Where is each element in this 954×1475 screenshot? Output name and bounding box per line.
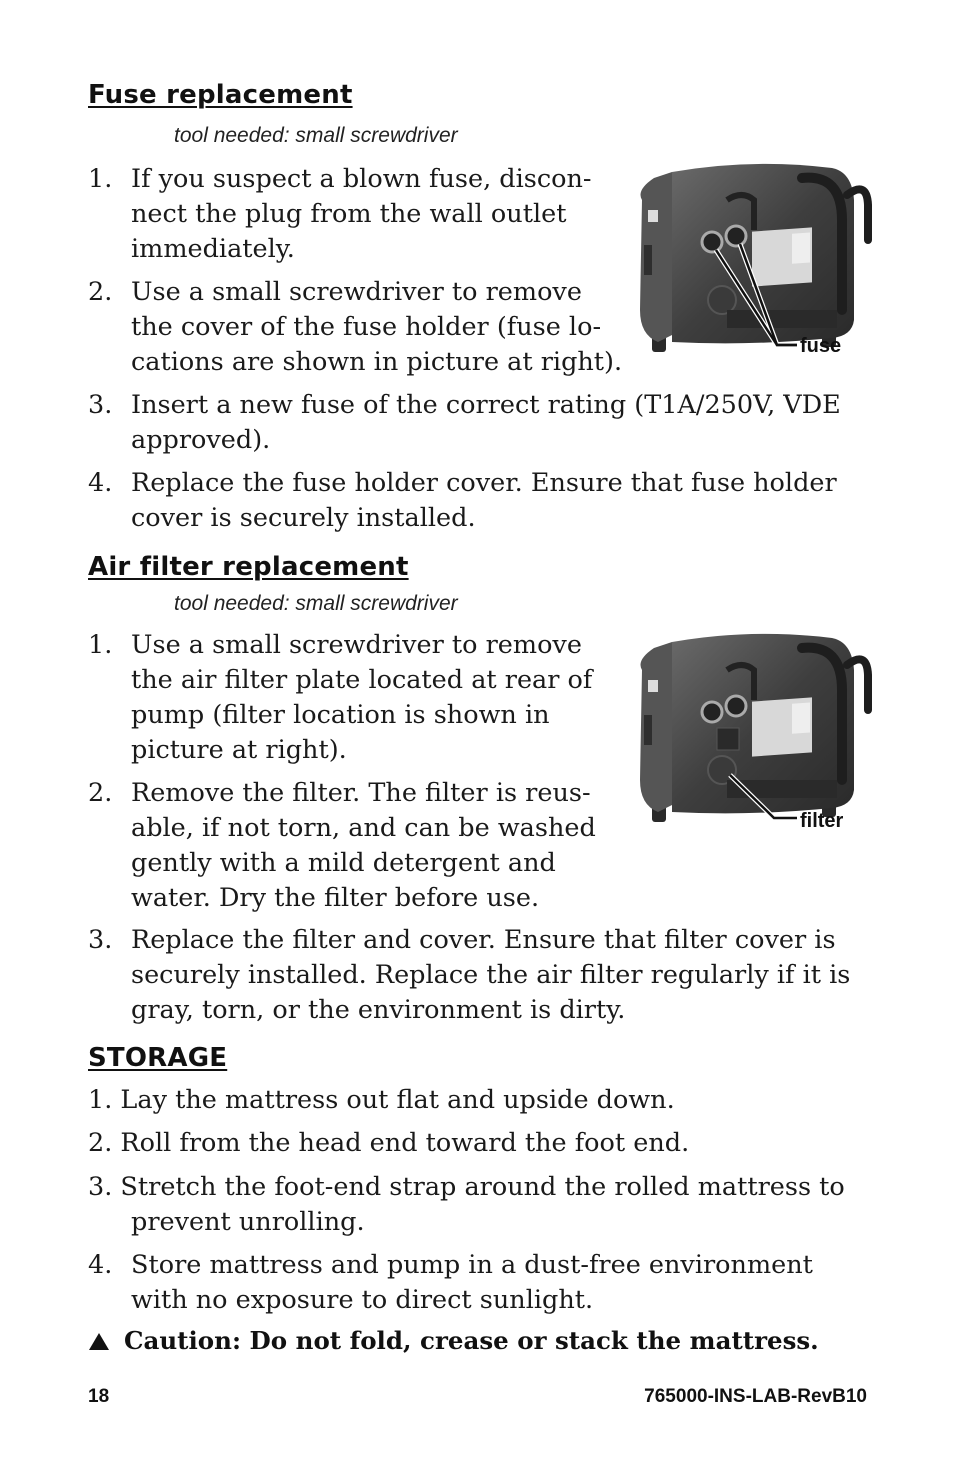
fuse-step-2 xyxy=(88,275,648,380)
step-text: prevent unrolling. xyxy=(131,1207,365,1237)
fuse-tool-note: tool needed: small screwdriver xyxy=(174,124,458,147)
step-text: immediately. xyxy=(131,234,295,264)
caution-text: Caution: Do not fold, crease or stack the mattress. xyxy=(124,1326,819,1355)
air-filter-heading: Air filter replacement xyxy=(88,552,409,582)
fuse-replacement-heading: Fuse replacement xyxy=(88,80,353,110)
step-text: Replace the filter and cover. Ensure that filter cover is xyxy=(131,925,836,955)
step-text: 3. Stretch the foot-end strap around the rolled mattress to xyxy=(88,1172,845,1202)
storage-step-1 xyxy=(88,1083,675,1118)
caution-notice xyxy=(88,1326,819,1355)
step-number: 3. xyxy=(88,925,113,955)
filter-step-1 xyxy=(88,628,648,768)
fuse-step-3 xyxy=(88,388,888,458)
step-number: 2. xyxy=(88,277,113,307)
fuse-step-1 xyxy=(88,162,648,267)
filter-tool-note: tool needed: small screwdriver xyxy=(174,592,458,615)
step-number: 3. xyxy=(88,390,113,420)
storage-step-3 xyxy=(88,1170,888,1240)
step-text: securely installed. Replace the air filter regularly if it is xyxy=(131,960,851,990)
step-text: pump (filter location is shown in xyxy=(131,700,550,730)
step-number: 2. xyxy=(88,778,113,808)
step-text: If you suspect a blown fuse, discon- xyxy=(131,164,592,194)
storage-step-2 xyxy=(88,1126,689,1161)
storage-step-4 xyxy=(88,1248,888,1318)
step-text: Use a small screwdriver to remove xyxy=(131,277,582,307)
step-text: Insert a new fuse of the correct rating (T1A/250V, VDE xyxy=(131,390,841,420)
step-text: Remove the filter. The filter is reus- xyxy=(131,778,591,808)
step-text: 1. Lay the mattress out flat and upside down. xyxy=(88,1085,675,1115)
step-text: 2. Roll from the head end toward the foot end. xyxy=(88,1128,690,1158)
step-text: the air filter plate located at rear of xyxy=(131,665,593,695)
step-text: approved). xyxy=(131,425,271,455)
filter-callout-label: filter xyxy=(800,810,844,832)
step-text: gently with a mild detergent and xyxy=(131,848,556,878)
pump-illustration xyxy=(632,630,872,830)
warning-triangle-icon xyxy=(88,1331,110,1351)
filter-step-2 xyxy=(88,776,648,916)
storage-heading: STORAGE xyxy=(88,1043,228,1073)
pump-fuse-image xyxy=(632,160,872,360)
pump-filter-image xyxy=(632,630,872,830)
step-number: 4. xyxy=(88,1250,113,1280)
fuse-callout-label: fuse xyxy=(800,335,842,357)
step-text: water. Dry the filter before use. xyxy=(131,883,540,913)
step-number: 4. xyxy=(88,468,113,498)
step-text: the cover of the fuse holder (fuse lo- xyxy=(131,312,602,342)
step-text: Replace the fuse holder cover. Ensure that fuse holder xyxy=(131,468,837,498)
step-text: able, if not torn, and can be washed xyxy=(131,813,596,843)
filter-step-3 xyxy=(88,923,888,1028)
page-number: 18 xyxy=(88,1386,110,1407)
step-text: nect the plug from the wall outlet xyxy=(131,199,567,229)
step-text: cover is securely installed. xyxy=(131,503,476,533)
pump-illustration xyxy=(632,160,872,360)
step-text: cations are shown in picture at right). xyxy=(131,347,623,377)
fuse-step-4 xyxy=(88,466,888,536)
step-text: with no exposure to direct sunlight. xyxy=(131,1285,594,1315)
step-text: gray, torn, or the environment is dirty. xyxy=(131,995,626,1025)
step-text: Use a small screwdriver to remove xyxy=(131,630,582,660)
document-code: 765000-INS-LAB-RevB10 xyxy=(644,1386,867,1407)
step-text: picture at right). xyxy=(131,735,347,765)
step-number: 1. xyxy=(88,164,113,194)
step-text: Store mattress and pump in a dust-free environment xyxy=(131,1250,813,1280)
step-number: 1. xyxy=(88,630,113,660)
